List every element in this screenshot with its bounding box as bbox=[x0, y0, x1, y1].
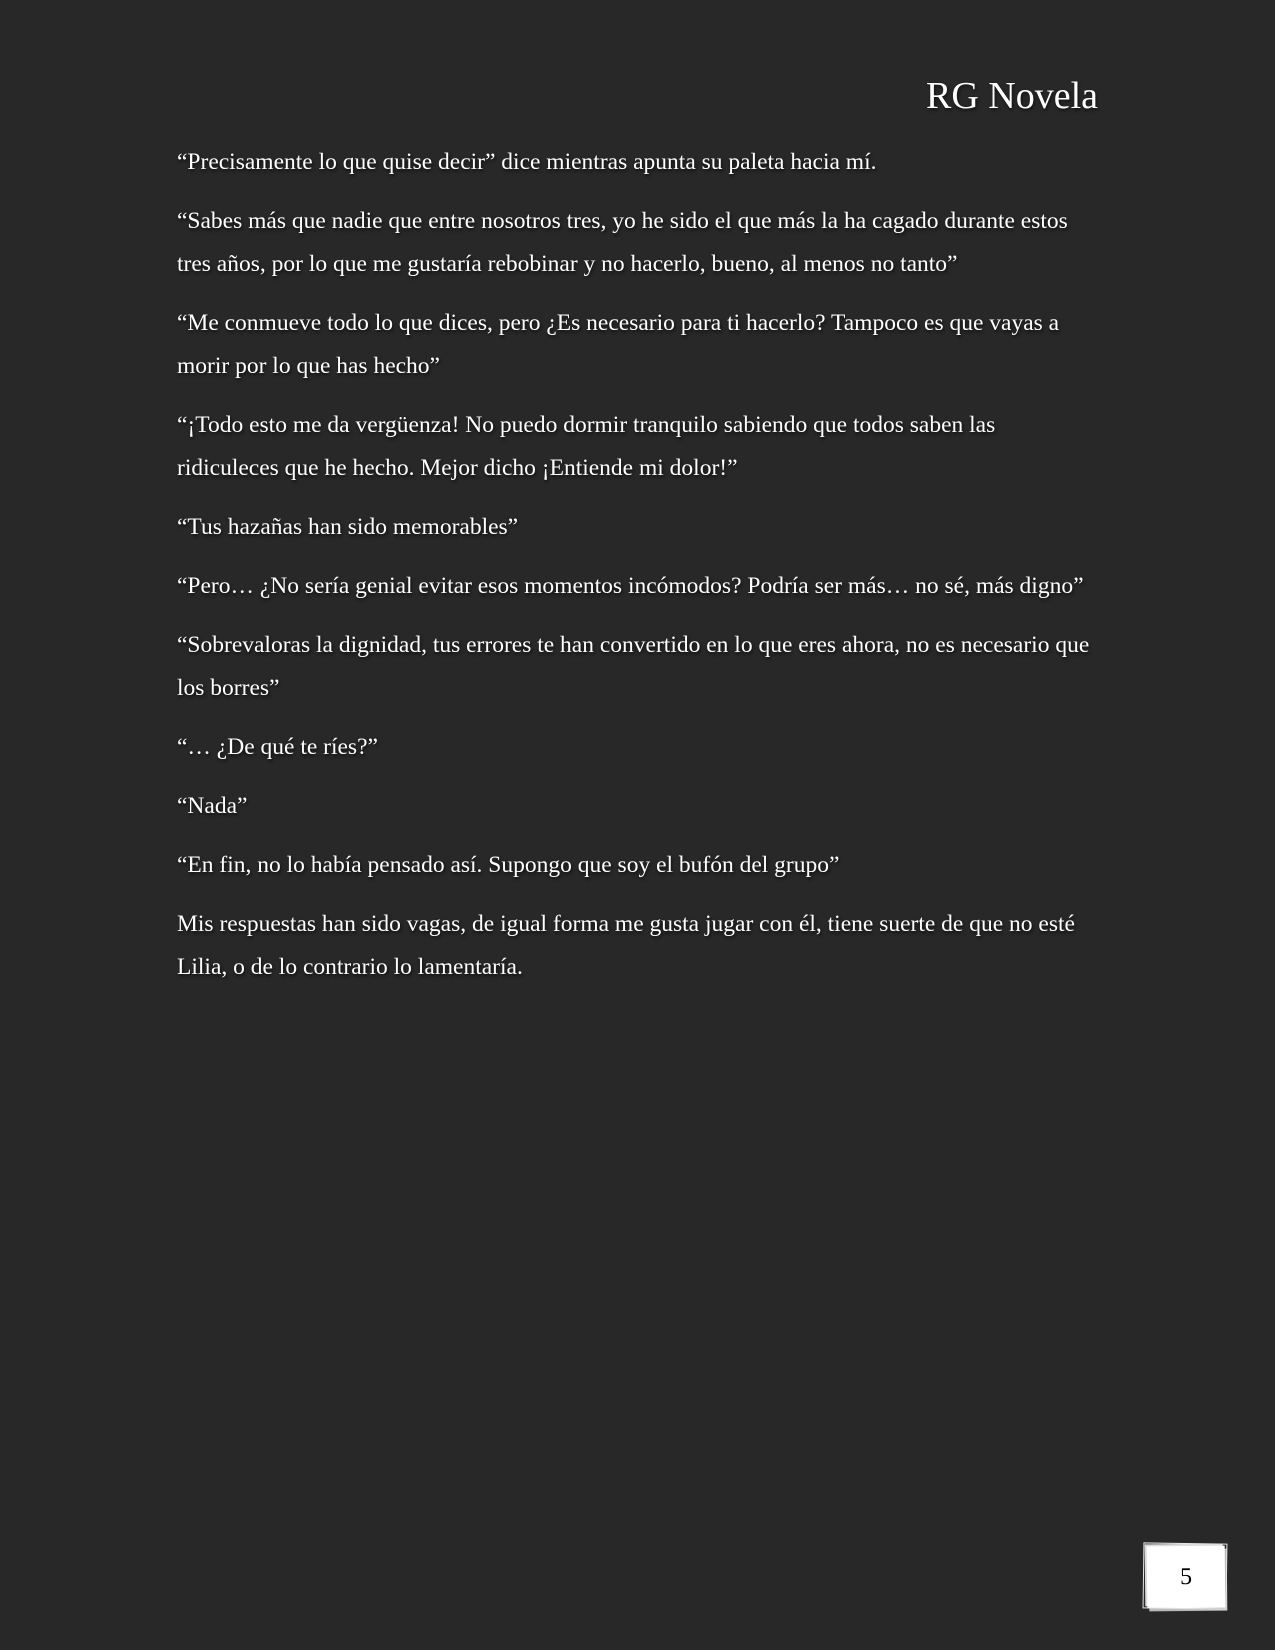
paragraph: “¡Todo esto me da vergüenza! No puedo dormir tranquilo sabiendo que todos saben las ridiculeces que he hecho. Mejor dicho ¡Entiende mi dolor!” bbox=[177, 412, 996, 481]
page-number-box bbox=[1147, 1546, 1226, 1609]
paragraph: “En fin, no lo había pensado así. Supongo que soy el bufón del grupo” bbox=[177, 852, 840, 878]
paragraph: “Nada” bbox=[177, 793, 248, 819]
paragraph: “Pero… ¿No sería genial evitar esos momentos incómodos? Podría ser más… no sé, más digno” bbox=[177, 573, 1084, 599]
paragraph: Mis respuestas han sido vagas, de igual forma me gusta jugar con él, tiene suerte de que no esté Lilia, o de lo contrario lo lamentaría. bbox=[177, 911, 1075, 980]
body-text bbox=[177, 141, 1097, 1005]
paragraph: “Tus hazañas han sido memorables” bbox=[177, 514, 519, 540]
paragraph: “Me conmueve todo lo que dices, pero ¿Es necesario para ti hacerlo? Tampoco es que vayas a morir por lo que has hecho” bbox=[177, 310, 1060, 379]
paragraph: “Sobrevaloras la dignidad, tus errores te han convertido en lo que eres ahora, no es necesario que los borres” bbox=[177, 632, 1090, 701]
paragraph: “… ¿De qué te ríes?” bbox=[177, 734, 378, 760]
page-header-title: RG Novela bbox=[925, 75, 1098, 117]
page-number: 5 bbox=[1179, 1563, 1193, 1590]
paragraph: “Precisamente lo que quise decir” dice mientras apunta su paleta hacia mí. bbox=[177, 149, 877, 175]
paragraph: “Sabes más que nadie que entre nosotros tres, yo he sido el que más la ha cagado durante estos tres años, por lo que me gustaría rebobinar y no hacerlo, bueno, al menos no tanto” bbox=[177, 208, 1068, 277]
